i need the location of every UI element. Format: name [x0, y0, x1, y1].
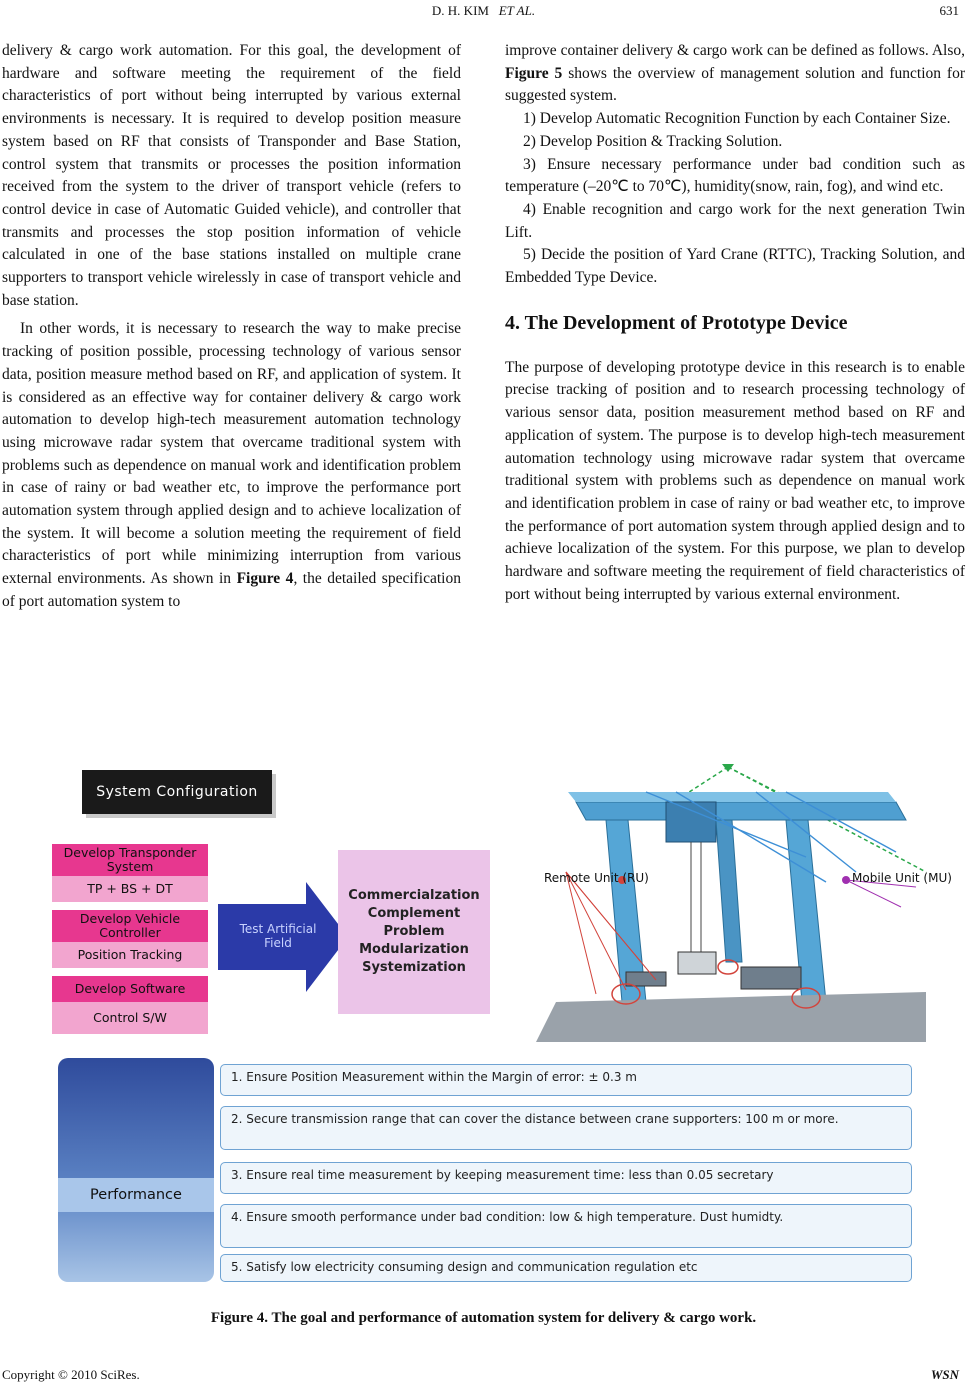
development-column	[52, 844, 208, 1029]
performance-item: 5. Satisfy low electricity consuming design and communication regulation etc	[220, 1254, 912, 1282]
goal-line: Modularization	[359, 942, 469, 957]
left-p2-text: In other words, it is necessary to research the way to make precise tracking of position possible, processing technology of various sensor data, position measure method based on RF, and application of system. It is considered as an effective way for container delivery & cargo work automation to develop high-tech measurement automation technology using microwave radar system that overcame traditional system with problems such as dependence on manual work and identification problem in case of rainy or bad weather etc, to improve the performance port automation system through applied design and to achieve localization of the system. It will become a solution meeting the requirement of field characteristics of port while minimizing interruption from various external environments. As shown in	[2, 320, 461, 588]
position-tracking-box: Position Tracking	[52, 942, 208, 968]
left-column	[2, 40, 461, 614]
figure-caption: Figure 4. The goal and performance of automation system for delivery & cargo work.	[210, 1310, 757, 1326]
right-p1-text: improve container delivery & cargo work can be defined as follows. Also,	[505, 42, 965, 59]
goal-line: Complement	[367, 906, 461, 921]
control-sw-box: Control S/W	[52, 1002, 208, 1034]
remote-unit-label: Remote Unit (RU)	[544, 871, 649, 885]
performance-block	[58, 1058, 214, 1282]
et-al-text: ET AL.	[498, 3, 536, 18]
spec-item: 3) Ensure necessary performance under bad condition such as temperature (–20℃ to 70℃), humidity(snow, rain, fog), and wind etc.	[505, 155, 965, 196]
performance-item: 1. Ensure Position Measurement within the Margin of error: ± 0.3 m	[220, 1064, 912, 1096]
goal-line: Problem	[383, 924, 445, 939]
performance-item: 2. Secure transmission range that can cover the distance between crane supporters: 100 m or more.	[220, 1106, 912, 1150]
right-paragraph-1	[505, 40, 965, 108]
right-column	[505, 40, 965, 606]
mobile-unit-label: Mobile Unit (MU)	[852, 871, 952, 885]
performance-item: 3. Ensure real time measurement by keeping measurement time: less than 0.05 secretary	[220, 1162, 912, 1194]
running-head-authors	[0, 3, 967, 19]
performance-label: Performance	[58, 1178, 214, 1212]
spec-item: 4) Enable recognition and cargo work for the next generation Twin Lift.	[505, 200, 965, 241]
left-p2-tail: , the detailed specification of port automation system to	[2, 570, 461, 610]
crane-illustration	[496, 762, 952, 1042]
performance-item: 4. Ensure smooth performance under bad condition: low & high temperature. Dust humidty.	[220, 1204, 912, 1248]
journal-name: WSN	[930, 1367, 959, 1382]
section-heading: 4. The Development of Prototype Device	[505, 311, 848, 334]
goal-box	[338, 850, 490, 1014]
goal-line: Commercialzation	[348, 888, 480, 903]
page-number: 631	[939, 3, 959, 18]
goal-line: Systemization	[362, 960, 466, 975]
figure-5-reference[interactable]: Figure 5	[505, 64, 563, 82]
left-paragraph-1: delivery & cargo work automation. For this goal, the development of hardware and software meeting the requirement of the field characteristics of port without being interrupted by various external environments is necessary. It is required to develop position measure system based on RF that consists of Transponder and Base Station, control system that transmits or processes the position information received from the system to the driver of transport vehicle (refers to control device in case of Automatic Guided vehicle), and controller that transmits and processes the stop position information of vehicle calculated in one of the base stations installed on multiple crane supporters to transport vehicle wirelessly in case of transport vehicle and base station.	[2, 42, 461, 309]
tp-bs-dt-box: TP + BS + DT	[52, 876, 208, 902]
right-paragraph-2: The purpose of developing prototype device in this research is to enable precise tracking of position and to research processing technology of various sensor data, position measurement method based on RF and application of system. The purpose is to develop high-tech measurement automation technology using microwave radar system that overcame traditional system with problems such as dependence on manual work and identification problem in case of rainy or bad weather etc, to improve the performance of port automation system through applied design and to achieve localization of the system. For this purpose, we plan to develop hardware and software meeting the requirement of field characteristics of port without being interrupted by various external environment.	[505, 358, 965, 603]
running-head	[0, 0, 967, 22]
develop-transponder-box: Develop Transponder System	[52, 844, 208, 876]
authors-text: D. H. KIM	[431, 3, 489, 18]
spec-item: 1) Develop Automatic Recognition Function by each Container Size.	[523, 110, 951, 128]
test-field-label: Test Artificial Field	[239, 922, 317, 950]
left-paragraph-2	[2, 318, 461, 613]
develop-vehicle-controller-box: Develop Vehicle Controller	[52, 910, 208, 942]
figure-4	[36, 762, 952, 1294]
system-configuration-banner: System Configuration	[82, 770, 272, 814]
spec-item: 2) Develop Position & Tracking Solution.	[523, 132, 783, 150]
spec-item: 5) Decide the position of Yard Crane (RTTC), Tracking Solution, and Embedded Type Device.	[505, 246, 965, 287]
right-p1-tail: shows the overview of management solution and function for suggested system.	[505, 64, 966, 105]
copyright-text: Copyright © 2010 SciRes.	[2, 1367, 140, 1382]
figure-4-reference[interactable]: Figure 4	[236, 570, 294, 588]
develop-software-box: Develop Software	[52, 976, 208, 1002]
